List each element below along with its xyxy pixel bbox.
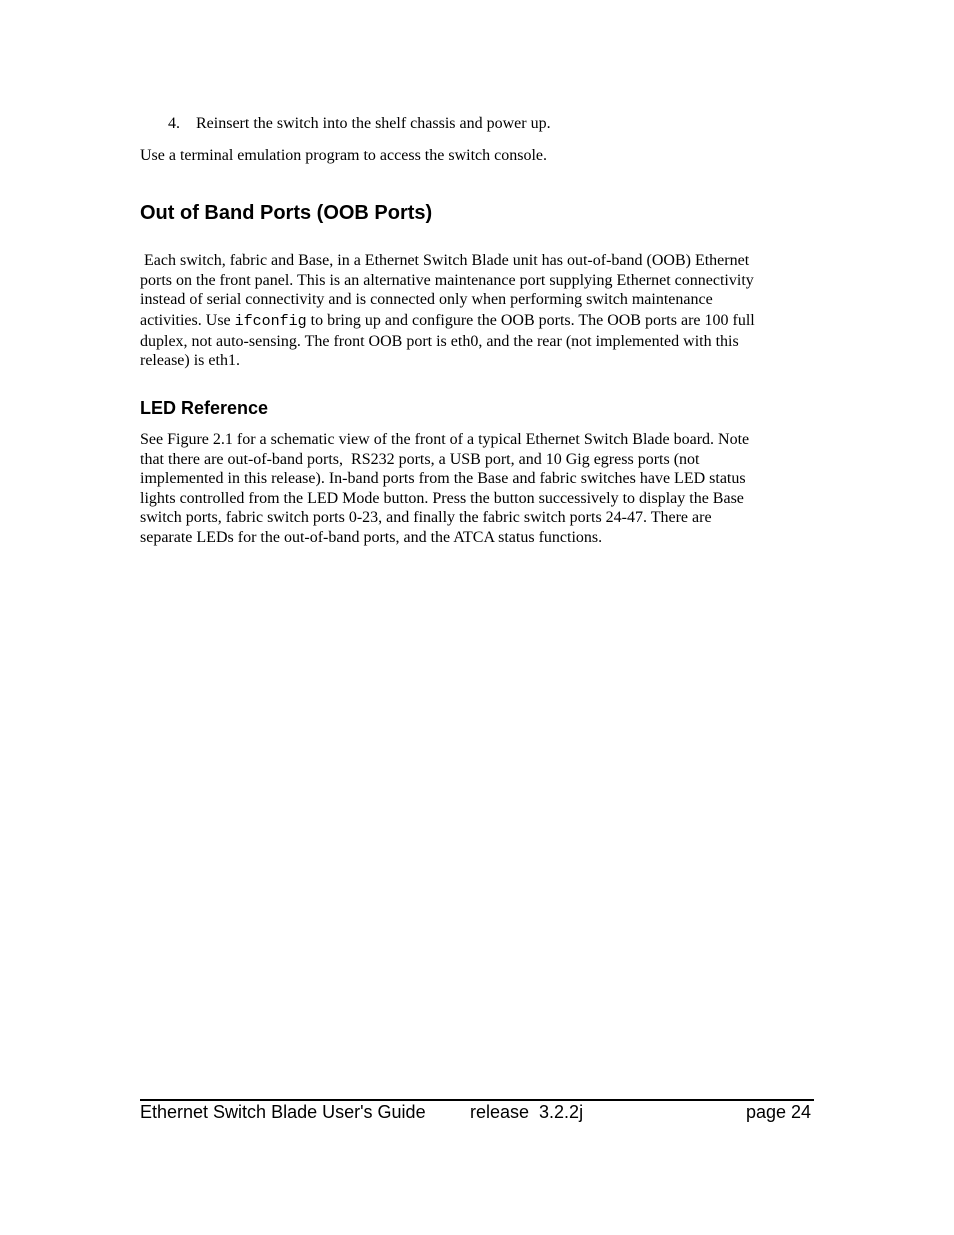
led-paragraph	[140, 430, 812, 547]
oob-line-1: Each switch, fabric and Base, in a Ethernet Switch Blade unit has out-of-band (OOB) Ethernet	[140, 252, 750, 269]
footer-page-number: page 24	[746, 1102, 812, 1122]
footer-document-title: Ethernet Switch Blade User's Guide	[140, 1102, 426, 1122]
oob-line-3: instead of serial connectivity and is connected only when performing switch maintenance	[140, 291, 713, 308]
list-item-text: Reinsert the switch into the shelf chassis and power up.	[196, 115, 551, 132]
led-line-6: separate LEDs for the out-of-band ports, and the ATCA status functions.	[140, 528, 603, 546]
oob-line-4	[140, 310, 812, 332]
led-line-3: implemented in this release). In-band ports from the Base and fabric switches have LED status	[140, 470, 746, 487]
terminal-note-paragraph: Use a terminal emulation program to access the switch console.	[140, 147, 547, 164]
led-line-1: See Figure 2.1 for a schematic view of the front of a typical Ethernet Switch Blade board. Note	[140, 431, 750, 448]
oob-section-heading: Out of Band Ports (OOB Ports)	[140, 202, 433, 224]
oob-line-5: duplex, not auto-sensing. The front OOB port is eth0, and the rear (not implemented with this	[140, 332, 739, 350]
oob-line-4-post: to bring up and configure the OOB ports. The OOB ports are 100 full	[306, 311, 755, 329]
list-item-number: 4.	[168, 115, 180, 132]
led-line-2: that there are out-of-band ports, RS232 ports, a USB port, and 10 Gig egress ports (not	[140, 450, 700, 468]
list-item-4	[168, 114, 551, 134]
oob-paragraph	[140, 251, 812, 371]
oob-line-4-pre: activities. Use	[140, 311, 235, 329]
oob-line-2: ports on the front panel. This is an alternative maintenance port supplying Ethernet connectivity	[140, 271, 754, 289]
led-section-heading: LED Reference	[140, 398, 269, 418]
led-line-5: switch ports, fabric switch ports 0-23, and finally the fabric switch ports 24-47. There are	[140, 509, 712, 526]
footer-release: release 3.2.2j	[470, 1102, 584, 1122]
led-line-4: lights controlled from the LED Mode button. Press the button successively to display the Base	[140, 489, 744, 507]
oob-line-6: release) is eth1.	[140, 352, 240, 369]
ifconfig-code: ifconfig	[234, 312, 307, 330]
